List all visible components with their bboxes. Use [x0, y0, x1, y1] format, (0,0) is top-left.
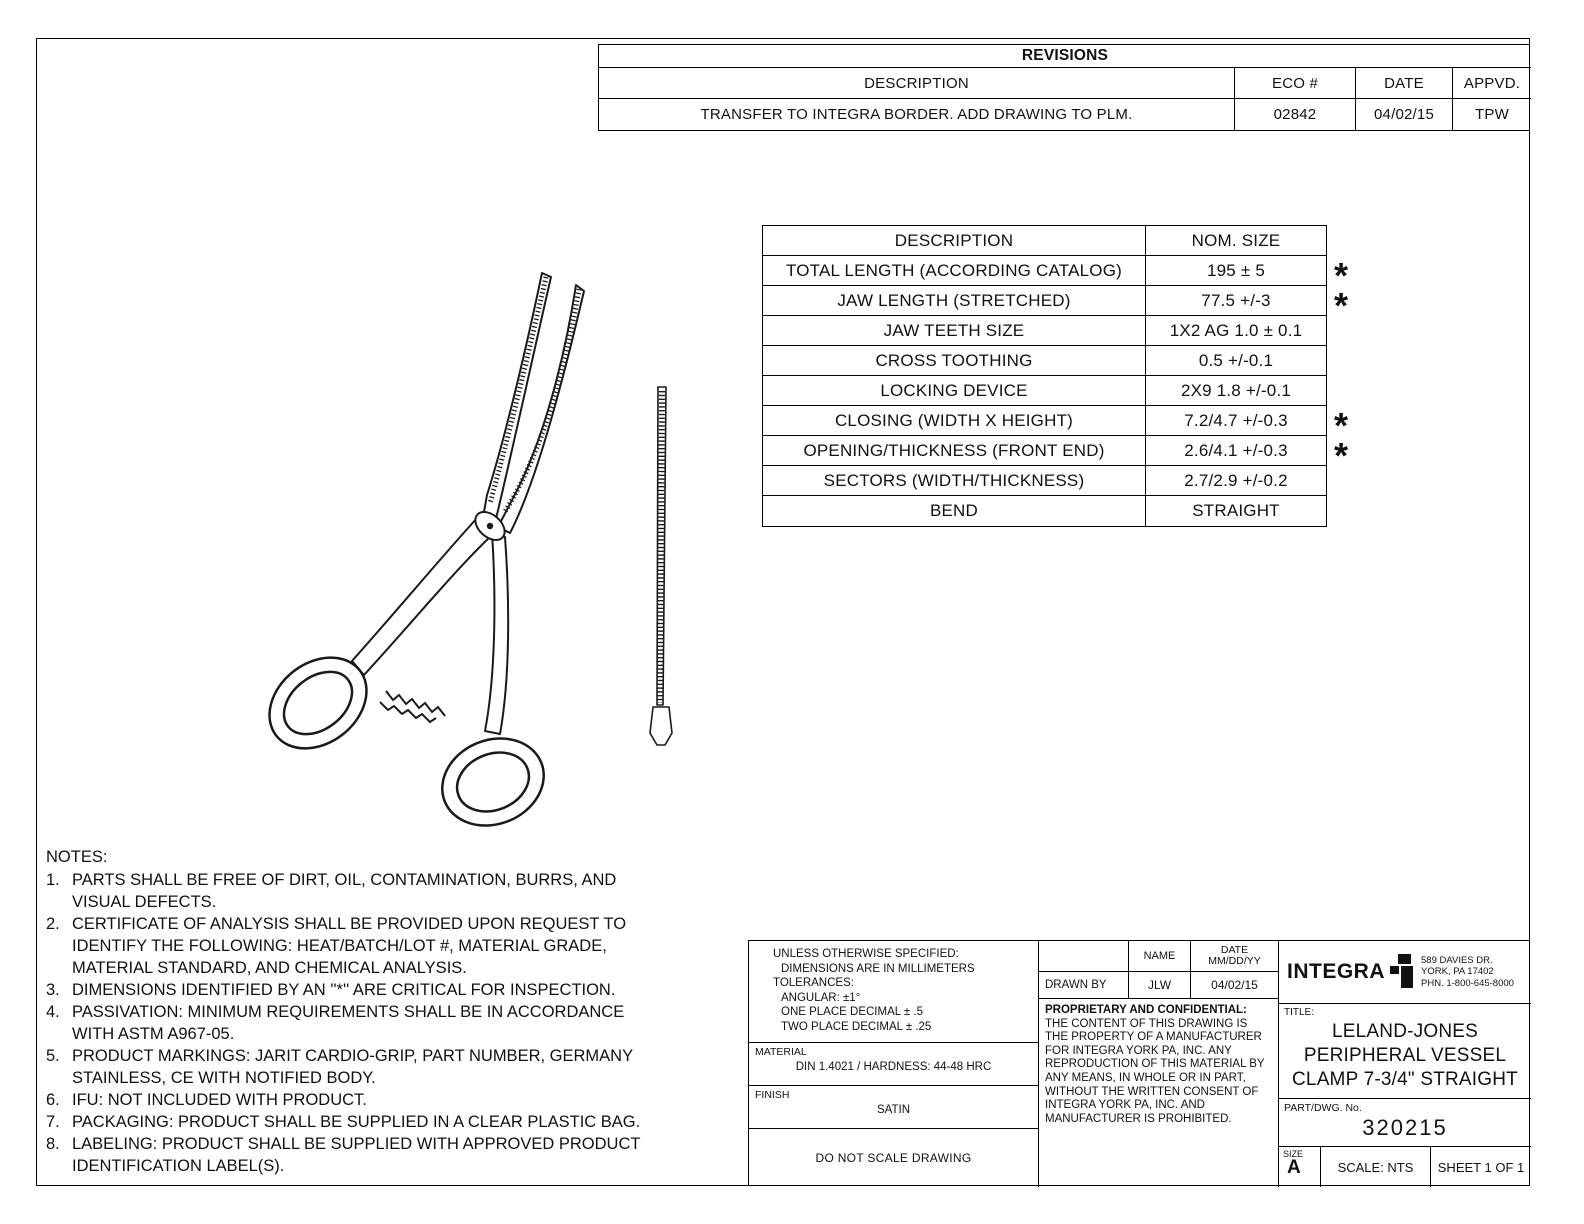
- clamp-illustration: [240, 255, 700, 855]
- spec-row-value: 7.2/4.7 +/-0.3: [1146, 406, 1326, 436]
- proprietary-notice: [1039, 999, 1279, 1187]
- address-line: 589 DAVIES DR.: [1421, 954, 1493, 966]
- spec-row-description: BEND: [763, 496, 1146, 526]
- tolerance-line: UNLESS OTHERWISE SPECIFIED:: [773, 948, 959, 960]
- revisions-header-date: DATE: [1356, 68, 1453, 99]
- note-item: [46, 1001, 696, 1045]
- spec-row-description: JAW TEETH SIZE: [763, 316, 1146, 346]
- part-number-label: PART/DWG. No.: [1284, 1102, 1362, 1114]
- spec-row-value: 2.7/2.9 +/-0.2: [1146, 466, 1326, 496]
- spec-header-description: DESCRIPTION: [763, 226, 1146, 256]
- spec-row-value: 0.5 +/-0.1: [1146, 346, 1326, 376]
- note-item: [46, 869, 696, 913]
- spec-row-description: JAW LENGTH (STRETCHED): [763, 286, 1146, 316]
- do-not-scale-cell: DO NOT SCALE DRAWING: [749, 1129, 1039, 1187]
- spec-row-value: STRAIGHT: [1192, 501, 1280, 520]
- part-number-value: 320215: [1362, 1115, 1448, 1140]
- finish-label: FINISH: [755, 1089, 790, 1101]
- material-value: DIN 1.4021 / HARDNESS: 44-48 HRC: [795, 1061, 992, 1073]
- tolerance-line: TOLERANCES:: [773, 977, 854, 989]
- note-number: 2.: [46, 915, 60, 933]
- note-number: 7.: [46, 1113, 60, 1131]
- revisions-header-eco: ECO #: [1235, 68, 1356, 99]
- material-cell: [749, 1043, 1039, 1086]
- spec-row-description: SECTORS (WIDTH/THICKNESS): [763, 466, 1146, 496]
- critical-marker: *: [1334, 285, 1349, 326]
- finish-cell: [749, 1086, 1039, 1129]
- notes-title: NOTES:: [46, 848, 108, 866]
- spec-row-value: 195 ± 5: [1146, 256, 1326, 286]
- critical-marker: *: [1334, 255, 1349, 296]
- sheet-cell: SHEET 1 OF 1: [1437, 1159, 1525, 1175]
- note-number: 3.: [46, 981, 60, 999]
- revision-row-appvd: TPW: [1475, 106, 1509, 123]
- date-header-top: DATE: [1220, 944, 1249, 956]
- spec-row-value: 2X9 1.8 +/-0.1: [1146, 376, 1326, 406]
- notes-section: [46, 846, 696, 1177]
- proprietary-body: THE CONTENT OF THIS DRAWING IS THE PROPERTY OF A MANUFACTURER FOR INTEGRA YORK PA, INC. ANY REPRODUCTION OF THIS MATERIAL BY ANY MEANS, IN WHOLE OR IN PART, WITHOUT THE WRITTEN CONSENT OF INTEGRA YORK PA, INC. AND MANUFACTURER IS PROHIBITED.: [1045, 1017, 1265, 1125]
- ratchet-lock: [380, 691, 445, 722]
- tolerances-cell: [749, 941, 1039, 1043]
- note-number: 5.: [46, 1047, 60, 1065]
- note-item: [46, 979, 696, 1001]
- note-text: PARTS SHALL BE FREE OF DIRT, OIL, CONTAMINATION, BURRS, AND VISUAL DEFECTS.: [72, 871, 617, 911]
- drawn-by-date: 04/02/15: [1191, 972, 1279, 999]
- spec-row-description: OPENING/THICKNESS (FRONT END): [763, 436, 1146, 466]
- note-text: CERTIFICATE OF ANALYSIS SHALL BE PROVIDED UPON REQUEST TO IDENTIFY THE FOLLOWING: HEAT/BATCH/LOT #, MATERIAL GRADE, MATERIAL STANDARD, AND CHEMICAL ANALYSIS.: [72, 915, 627, 977]
- material-label: MATERIAL: [755, 1046, 807, 1058]
- note-item: [46, 913, 696, 979]
- revision-row-eco: 02842: [1235, 99, 1356, 130]
- note-item: [46, 1045, 696, 1089]
- note-item: [46, 1111, 696, 1133]
- note-text: LABELING: PRODUCT SHALL BE SUPPLIED WITH APPROVED PRODUCT IDENTIFICATION LABEL(S).: [72, 1135, 641, 1175]
- part-number-cell: [1279, 1099, 1531, 1147]
- company-address: [1421, 955, 1514, 990]
- note-number: 8.: [46, 1135, 60, 1153]
- note-item: [46, 1089, 696, 1111]
- address-line: PHN. 1-800-645-8000: [1421, 977, 1514, 989]
- spec-row-description: CLOSING (WIDTH X HEIGHT): [763, 406, 1146, 436]
- drawing-title-line: LELAND-JONES: [1332, 1021, 1478, 1042]
- revisions-header-description: DESCRIPTION: [599, 68, 1235, 99]
- drawn-by-name: JLW: [1129, 972, 1191, 999]
- note-number: 6.: [46, 1091, 60, 1109]
- spec-row-value: 77.5 +/-3: [1146, 286, 1326, 316]
- note-number: 4.: [46, 1003, 60, 1021]
- note-text: PACKAGING: PRODUCT SHALL BE SUPPLIED IN A CLEAR PLASTIC BAG.: [72, 1113, 641, 1131]
- revisions-header-appvd: APPVD.: [1453, 68, 1531, 99]
- spec-row-value: 1X2 AG 1.0 ± 0.1: [1146, 316, 1326, 346]
- spec-row-description: TOTAL LENGTH (ACCORDING CATALOG): [763, 256, 1146, 286]
- date-header-bottom: MM/DD/YY: [1208, 955, 1261, 967]
- size-value: A: [1287, 1157, 1301, 1178]
- tolerance-line: ONE PLACE DECIMAL ± .5: [781, 1006, 924, 1018]
- drawn-by-label: DRAWN BY: [1039, 972, 1129, 999]
- clamp-front-view: [252, 273, 584, 840]
- critical-marker: *: [1334, 405, 1349, 446]
- revision-row-description: TRANSFER TO INTEGRA BORDER. ADD DRAWING TO PLM.: [599, 99, 1235, 130]
- note-number: 1.: [46, 871, 60, 889]
- scale-cell: SCALE: NTS: [1321, 1147, 1431, 1187]
- name-header: NAME: [1129, 941, 1191, 972]
- clamp-jaw-side-view: [650, 387, 672, 745]
- finger-rings: [252, 639, 557, 841]
- tolerance-line: DIMENSIONS ARE IN MILLIMETERS: [781, 962, 975, 975]
- note-text: IFU: NOT INCLUDED WITH PRODUCT.: [72, 1091, 367, 1109]
- note-item: [46, 1133, 696, 1177]
- integra-logo-icon: [1390, 954, 1416, 990]
- spec-row-value: 2.6/4.1 +/-0.3: [1146, 436, 1326, 466]
- note-text: DIMENSIONS IDENTIFIED BY AN ''*'' ARE CRITICAL FOR INSPECTION.: [72, 981, 616, 999]
- title-label: TITLE:: [1284, 1007, 1315, 1018]
- revisions-title: REVISIONS: [599, 45, 1531, 68]
- drawing-title-cell: [1279, 1004, 1531, 1099]
- proprietary-title: PROPRIETARY AND CONFIDENTIAL:: [1045, 1004, 1247, 1016]
- tolerance-line: ANGULAR: ±1°: [781, 991, 861, 1004]
- spec-row-description: CROSS TOOTHING: [763, 346, 1146, 376]
- critical-marker: *: [1334, 435, 1349, 476]
- integra-logo-text: INTEGRA: [1287, 960, 1385, 983]
- spec-row-description: LOCKING DEVICE: [763, 376, 1146, 406]
- signoff-header-spacer: [1039, 941, 1129, 972]
- company-cell: [1279, 941, 1531, 1004]
- address-line: YORK, PA 17402: [1421, 966, 1494, 978]
- spec-header-nom-size: NOM. SIZE: [1146, 226, 1326, 256]
- finish-value: SATIN: [876, 1104, 910, 1116]
- size-label: SIZE: [1283, 1149, 1304, 1159]
- note-text: PRODUCT MARKINGS: JARIT CARDIO-GRIP, PART NUMBER, GERMANY STAINLESS, CE WITH NOTIFIED BODY.: [72, 1047, 633, 1087]
- tolerance-line: TWO PLACE DECIMAL ± .25: [781, 1020, 932, 1033]
- specification-table: [762, 225, 1327, 527]
- revisions-table: [598, 44, 1530, 131]
- drawing-title-line: PERIPHERAL VESSEL: [1303, 1045, 1507, 1066]
- drawing-title-line: CLAMP 7-3/4" STRAIGHT: [1292, 1069, 1518, 1090]
- instrument-drawing: [240, 255, 700, 855]
- date-header: [1191, 941, 1279, 972]
- title-block: [748, 940, 1530, 1186]
- size-cell: [1279, 1147, 1321, 1187]
- joint-screw: [487, 523, 493, 529]
- note-text: PASSIVATION: MINIMUM REQUIREMENTS SHALL BE IN ACCORDANCE WITH ASTM A967-05.: [72, 1003, 625, 1043]
- revision-row-date: 04/02/15: [1356, 99, 1453, 130]
